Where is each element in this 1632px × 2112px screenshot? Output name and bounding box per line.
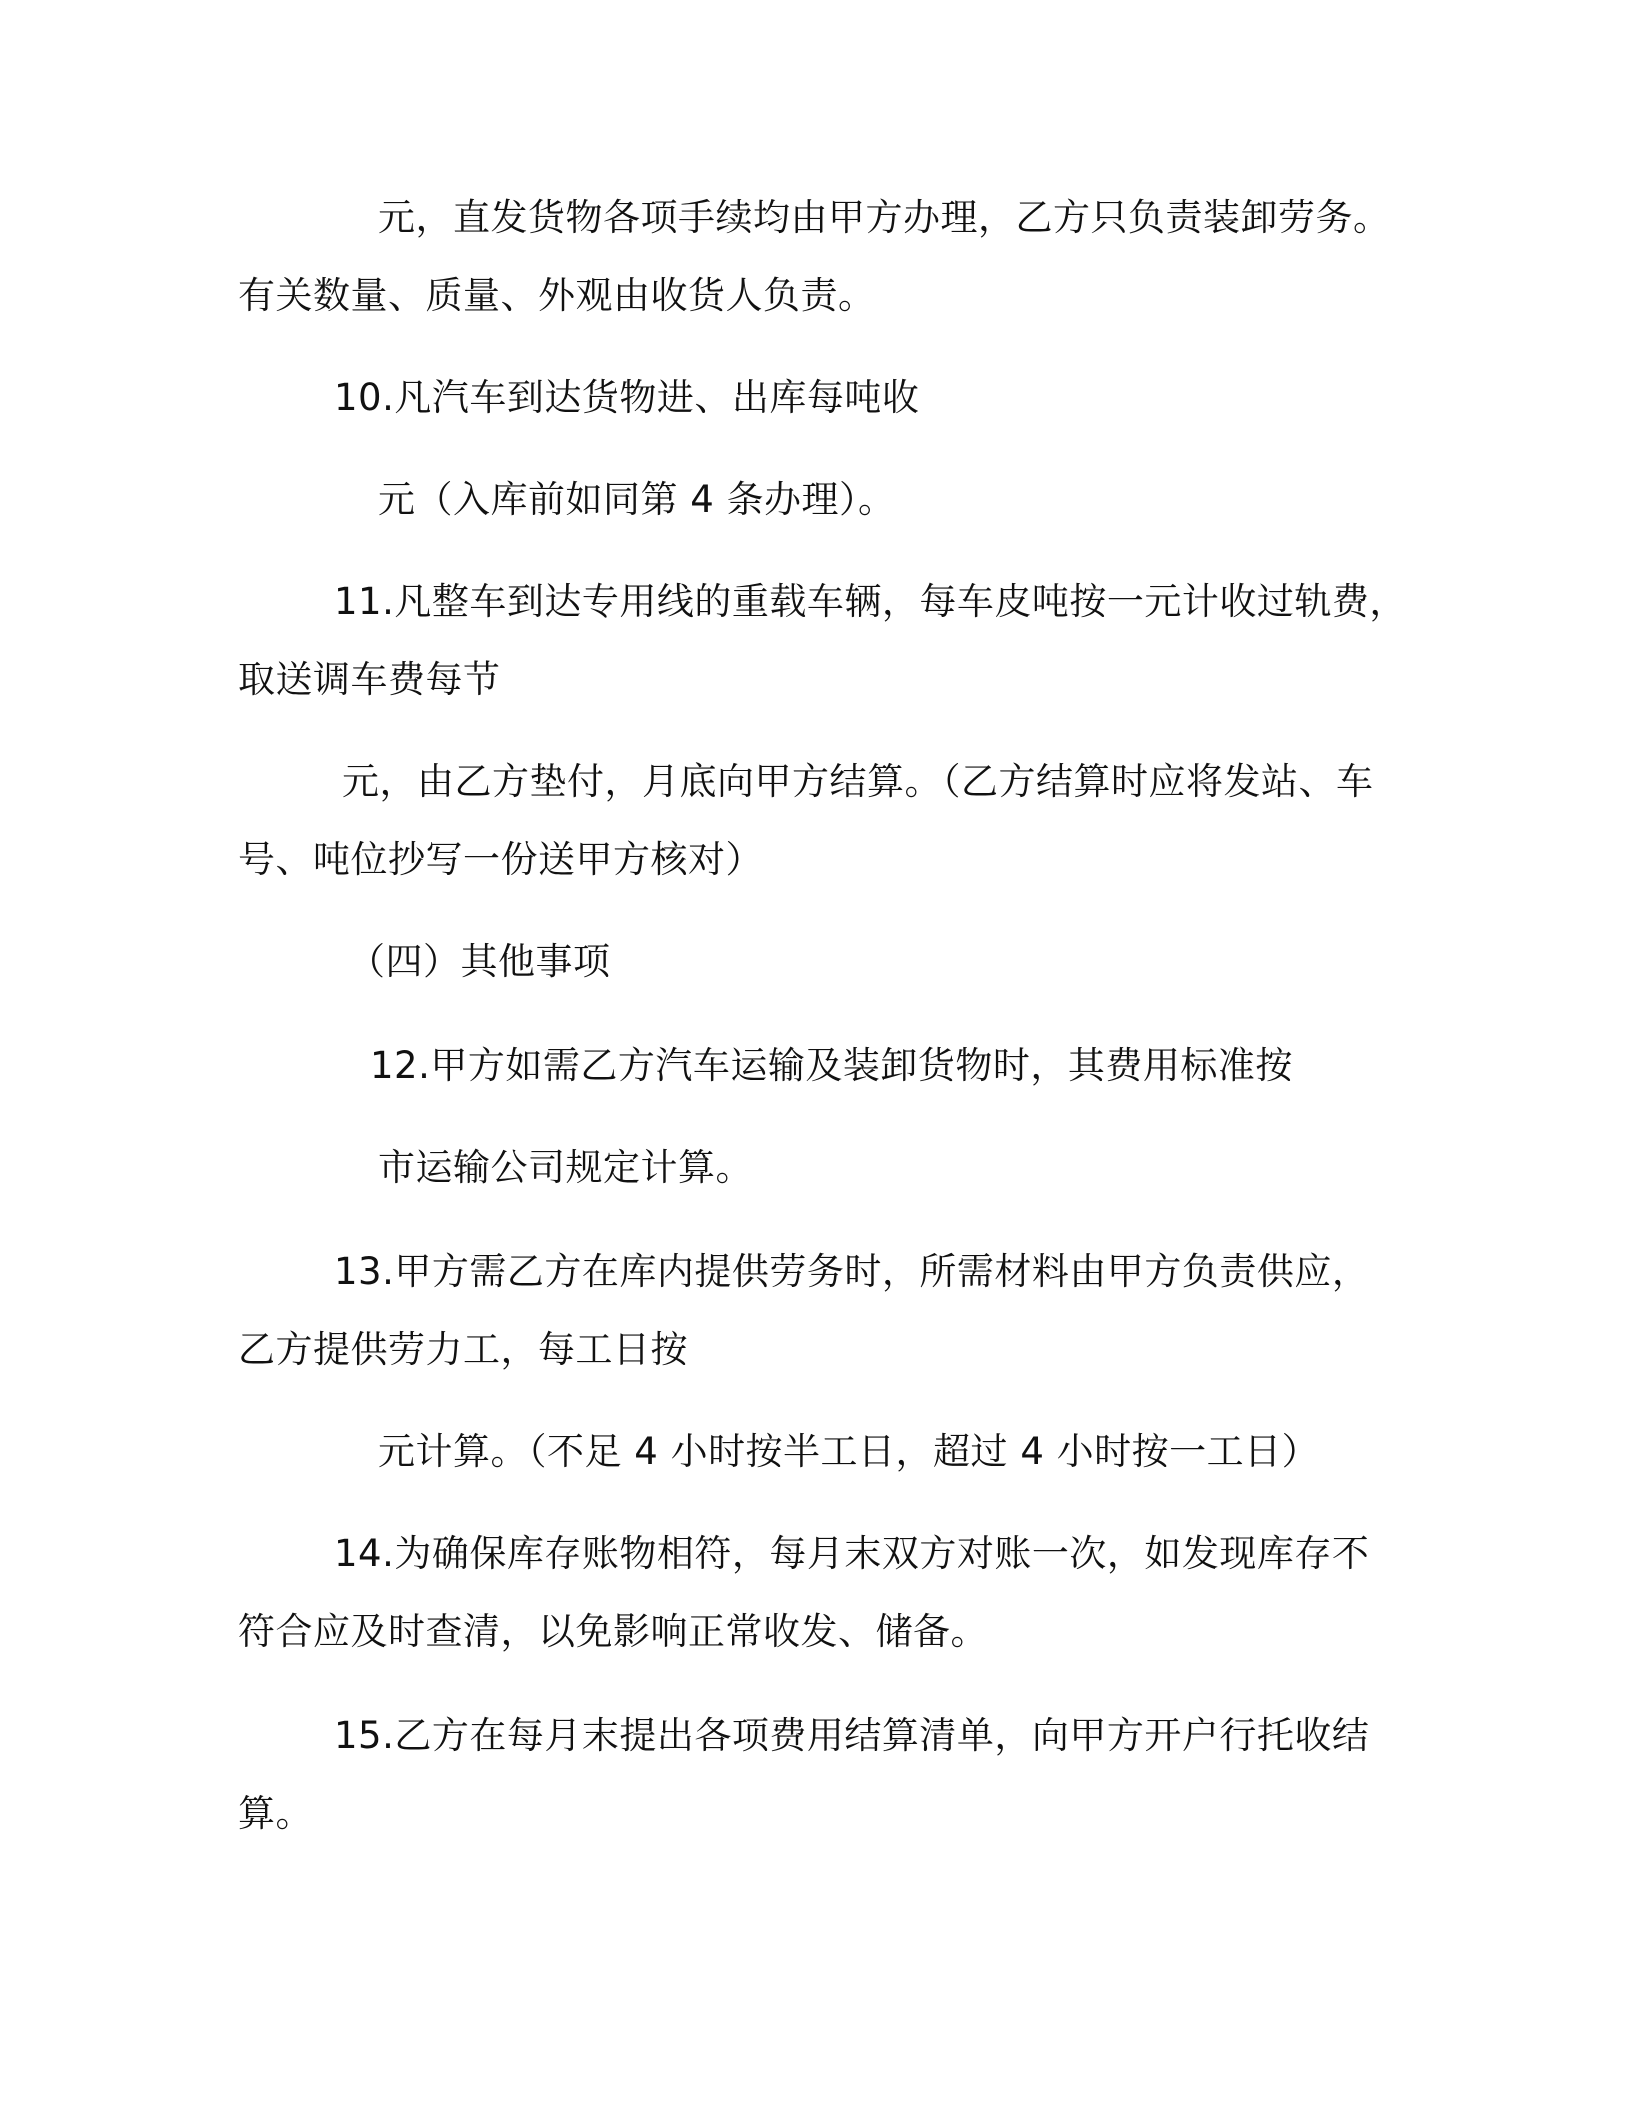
clause-11: 11.凡整车到达专用线的重载车辆，每车皮吨按一元计收过轨费， <box>334 580 1407 623</box>
text-line-14: 元计算。（不足 4 小时按半工日，超过 4 小时按一工日） <box>378 1430 1320 1473</box>
text-line-1: 元，直发货物各项手续均由甲方办理，乙方只负责装卸劳务。 <box>378 196 1391 239</box>
text-line-2: 有关数量、质量、外观由收货人负责。 <box>238 274 876 317</box>
text-line-18: 算。 <box>238 1792 313 1835</box>
clause-15: 15.乙方在每月末提出各项费用结算清单，向甲方开户行托收结 <box>334 1714 1370 1757</box>
section-heading-other-matters: （四）其他事项 <box>348 940 611 983</box>
clause-10: 10.凡汽车到达货物进、出库每吨收 <box>334 376 920 419</box>
clause-14: 14.为确保库存账物相符，每月末双方对账一次，如发现库存不 <box>334 1532 1370 1575</box>
clause-13: 13.甲方需乙方在库内提供劳务时，所需材料由甲方负责供应， <box>334 1250 1370 1293</box>
text-line-13: 乙方提供劳力工，每工日按 <box>238 1328 688 1371</box>
text-line-11: 市运输公司规定计算。 <box>378 1146 753 1189</box>
text-line-6: 取送调车费每节 <box>238 658 501 701</box>
clause-12: 12.甲方如需乙方汽车运输及装卸货物时，其费用标准按 <box>370 1044 1293 1087</box>
text-line-4: 元（入库前如同第 4 条办理）。 <box>378 478 896 521</box>
text-line-7: 元，由乙方垫付，月底向甲方结算。（乙方结算时应将发站、车 <box>342 760 1374 803</box>
text-line-16: 符合应及时查清，以免影响正常收发、储备。 <box>238 1610 988 1653</box>
text-line-8: 号、吨位抄写一份送甲方核对） <box>238 838 763 881</box>
